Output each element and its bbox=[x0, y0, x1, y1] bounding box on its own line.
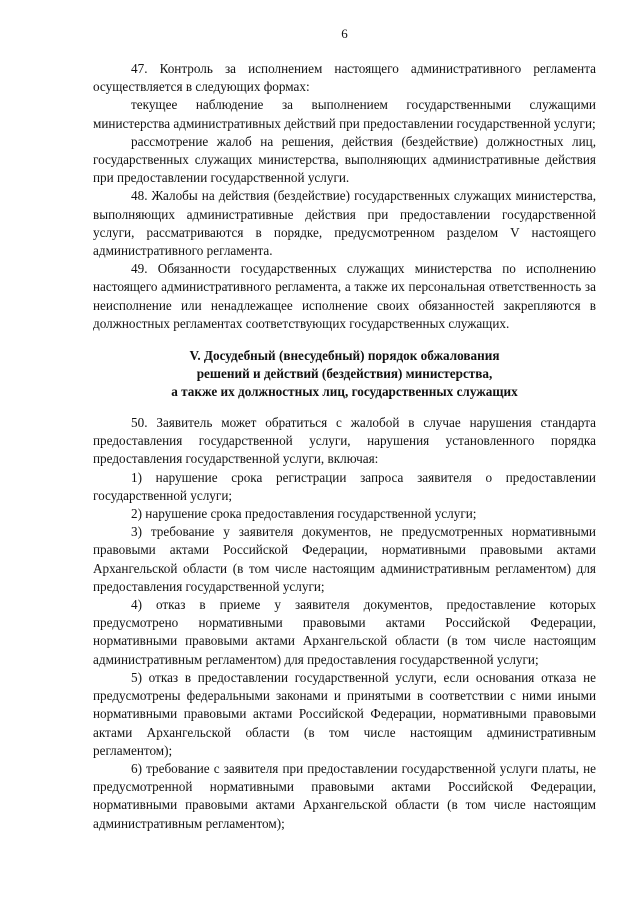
list-item-4: 4) отказ в приеме у заявителя документов, предоставление которых предусмотрено нормативными правовыми актами Российской Федерации, нормативными правовыми актами Архангельской области (в том числе настоящим административным регламентом) для предоставления государственной услуги; bbox=[93, 597, 596, 667]
section-v-heading bbox=[93, 347, 596, 401]
page-number: 6 bbox=[341, 26, 348, 41]
paragraph-47-item-current-monitoring: текущее наблюдение за выполнением государственными служащими министерства административных действий при предоставлении государственной услуги; bbox=[93, 97, 596, 131]
paragraph-47-item-complaints: рассмотрение жалоб на решения, действия (бездействие) должностных лиц, государственных служащих министерства, выполняющих административные действия при предоставлении государственной услуги. bbox=[93, 133, 596, 186]
paragraph-49: 49. Обязанности государственных служащих министерства по исполнению настоящего административного регламента, а также их персональная ответственность за неисполнение или ненадлежащее исполнение своих обязанностей закрепляются в должностных регламентах соответствующих государственных служащих. bbox=[93, 261, 596, 331]
list-item-2: 2) нарушение срока предоставления государственной услуги; bbox=[131, 506, 477, 522]
paragraph-48: 48. Жалобы на действия (бездействие) государственных служащих министерства, выполняющих административные действия при предоставлении государственной услуги, рассматриваются в порядке, предусмотренном разделом V настоящего административного регламента. bbox=[93, 188, 596, 259]
list-item-6: 6) требование с заявителя при предоставлении государственной услуги платы, не предусмотренной нормативными правовыми актами Российской Федерации, нормативными правовыми актами Архангельской области (в том числе настоящим административным регламентом); bbox=[93, 760, 596, 831]
paragraph-50: 50. Заявитель может обратиться с жалобой в случае нарушения стандарта предоставления государственной услуги, нарушения установленного порядка предоставления государственной услуги, включая: bbox=[93, 415, 596, 467]
list-item-3: 3) требование у заявителя документов, не предусмотренных нормативными правовыми актами Российской Федерации, нормативными правовыми актами Архангельской области (в том числе настоящим административным регламентом) для предоставления государственной услуги; bbox=[93, 524, 596, 594]
list-item-1: 1) нарушение срока регистрации запроса заявителя о предоставлении государственной услуги; bbox=[93, 469, 596, 503]
document-page bbox=[93, 26, 596, 833]
section-heading-line-1: V. Досудебный (внесудебный) порядок обжалования bbox=[189, 348, 500, 364]
section-heading-line-3: а также их должностных лиц, государственных служащих bbox=[171, 384, 518, 400]
list-item-5: 5) отказ в предоставлении государственной услуги, если основания отказа не предусмотрены федеральными законами и принятыми в соответствии с ними иными нормативными правовыми актами Российской Федерации, нормативными правовыми актами Архангельской области (в том числе настоящим административным регламентом); bbox=[93, 669, 596, 758]
paragraph-47: 47. Контроль за исполнением настоящего административного регламента осуществляется в следующих формах: bbox=[93, 61, 596, 95]
section-heading-line-2: решений и действий (бездействия) министерства, bbox=[196, 366, 493, 382]
